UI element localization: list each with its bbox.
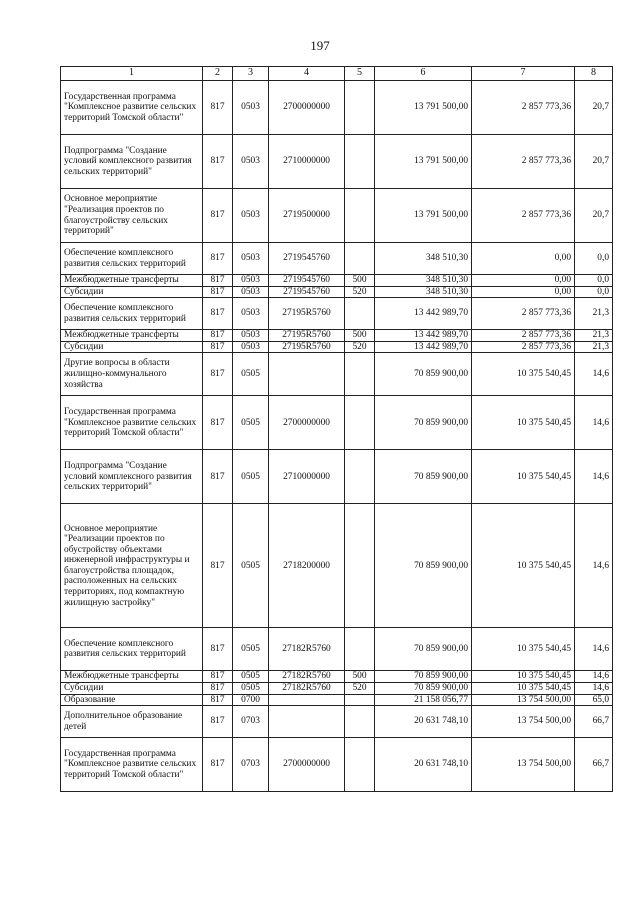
row-executed-amount-cell: 2 857 773,36 [472, 81, 575, 135]
row-target-article-cell: 2719545760 [269, 286, 345, 298]
table-row [61, 706, 613, 738]
row-name-cell: Межбюджетные трансферты [61, 671, 203, 683]
row-executed-amount-cell: 2 857 773,36 [472, 298, 575, 330]
row-target-article-cell: 2719545760 [269, 243, 345, 275]
row-target-article-cell: 2718200000 [269, 504, 345, 628]
row-executed-amount-cell: 2 857 773,36 [472, 189, 575, 243]
column-header: 6 [375, 67, 472, 81]
row-plan-amount-cell: 70 859 900,00 [375, 628, 472, 671]
table-row [61, 671, 613, 683]
row-executed-amount-cell: 13 754 500,00 [472, 738, 575, 792]
table-row [61, 682, 613, 694]
row-percent-cell: 0,0 [575, 286, 613, 298]
row-section-cell: 0703 [233, 738, 269, 792]
row-executed-amount-cell: 13 754 500,00 [472, 706, 575, 738]
row-target-article-cell: 27195R5760 [269, 330, 345, 342]
row-name-cell: Другие вопросы в области жилищно-коммунального хозяйства [61, 353, 203, 396]
row-code-cell: 817 [203, 341, 233, 353]
row-target-article-cell: 2700000000 [269, 738, 345, 792]
row-plan-amount-cell: 13 791 500,00 [375, 135, 472, 189]
row-code-cell: 817 [203, 243, 233, 275]
row-target-article-cell: 27195R5760 [269, 298, 345, 330]
row-name-cell: Субсидии [61, 286, 203, 298]
row-expense-type-cell: 520 [345, 682, 375, 694]
row-percent-cell: 0,0 [575, 243, 613, 275]
row-plan-amount-cell: 70 859 900,00 [375, 353, 472, 396]
row-percent-cell: 21,3 [575, 298, 613, 330]
row-plan-amount-cell: 70 859 900,00 [375, 682, 472, 694]
row-expense-type-cell: 500 [345, 330, 375, 342]
row-code-cell: 817 [203, 81, 233, 135]
row-name-cell: Образование [61, 694, 203, 706]
row-percent-cell: 14,6 [575, 353, 613, 396]
row-executed-amount-cell: 10 375 540,45 [472, 628, 575, 671]
row-plan-amount-cell: 20 631 748,10 [375, 738, 472, 792]
row-name-cell: Субсидии [61, 341, 203, 353]
row-code-cell: 817 [203, 706, 233, 738]
row-expense-type-cell [345, 396, 375, 450]
row-target-article-cell [269, 706, 345, 738]
table-row [61, 450, 613, 504]
row-name-cell: Подпрограмма "Создание условий комплексного развития сельских территорий" [61, 450, 203, 504]
row-code-cell: 817 [203, 396, 233, 450]
row-expense-type-cell: 520 [345, 341, 375, 353]
row-executed-amount-cell: 10 375 540,45 [472, 504, 575, 628]
row-expense-type-cell [345, 189, 375, 243]
row-plan-amount-cell: 70 859 900,00 [375, 450, 472, 504]
row-section-cell: 0503 [233, 135, 269, 189]
row-plan-amount-cell: 13 442 989,70 [375, 330, 472, 342]
row-plan-amount-cell: 21 158 056,77 [375, 694, 472, 706]
row-section-cell: 0505 [233, 671, 269, 683]
row-code-cell: 817 [203, 189, 233, 243]
row-executed-amount-cell: 10 375 540,45 [472, 396, 575, 450]
row-section-cell: 0703 [233, 706, 269, 738]
row-section-cell: 0503 [233, 275, 269, 287]
row-name-cell: Государственная программа "Комплексное развитие сельских территорий Томской области" [61, 738, 203, 792]
row-section-cell: 0503 [233, 298, 269, 330]
row-expense-type-cell [345, 135, 375, 189]
column-header: 2 [203, 67, 233, 81]
row-section-cell: 0503 [233, 81, 269, 135]
row-target-article-cell [269, 353, 345, 396]
row-section-cell: 0505 [233, 504, 269, 628]
row-expense-type-cell [345, 706, 375, 738]
row-expense-type-cell [345, 628, 375, 671]
row-code-cell: 817 [203, 694, 233, 706]
row-target-article-cell: 27182R5760 [269, 671, 345, 683]
row-expense-type-cell: 500 [345, 275, 375, 287]
row-percent-cell: 14,6 [575, 628, 613, 671]
column-header: 8 [575, 67, 613, 81]
table-row [61, 694, 613, 706]
column-header: 4 [269, 67, 345, 81]
row-name-cell: Государственная программа "Комплексное развитие сельских территорий Томской области" [61, 81, 203, 135]
row-expense-type-cell: 520 [345, 286, 375, 298]
row-name-cell: Обеспечение комплексного развития сельских территорий [61, 298, 203, 330]
row-percent-cell: 20,7 [575, 189, 613, 243]
table-row [61, 286, 613, 298]
row-executed-amount-cell: 0,00 [472, 286, 575, 298]
row-expense-type-cell [345, 694, 375, 706]
table-row [61, 628, 613, 671]
row-percent-cell: 14,6 [575, 396, 613, 450]
row-plan-amount-cell: 348 510,30 [375, 243, 472, 275]
row-code-cell: 817 [203, 504, 233, 628]
table-row [61, 243, 613, 275]
row-plan-amount-cell: 13 791 500,00 [375, 189, 472, 243]
row-expense-type-cell [345, 298, 375, 330]
row-executed-amount-cell: 13 754 500,00 [472, 694, 575, 706]
row-percent-cell: 20,7 [575, 135, 613, 189]
row-code-cell: 817 [203, 738, 233, 792]
table-row [61, 298, 613, 330]
table-row [61, 275, 613, 287]
row-target-article-cell: 2710000000 [269, 135, 345, 189]
table-row [61, 81, 613, 135]
row-code-cell: 817 [203, 135, 233, 189]
row-target-article-cell: 2700000000 [269, 396, 345, 450]
row-expense-type-cell [345, 81, 375, 135]
row-code-cell: 817 [203, 330, 233, 342]
row-section-cell: 0700 [233, 694, 269, 706]
row-section-cell: 0503 [233, 286, 269, 298]
row-target-article-cell: 2719545760 [269, 275, 345, 287]
row-name-cell: Основное мероприятие "Реализации проектов по обустройству объектами инженерной инфраструктуры и благоустройства площадок, расположенных на сельских территориях, под компактную жилищную застройку" [61, 504, 203, 628]
row-executed-amount-cell: 2 857 773,36 [472, 341, 575, 353]
row-expense-type-cell [345, 353, 375, 396]
row-code-cell: 817 [203, 298, 233, 330]
row-percent-cell: 65,0 [575, 694, 613, 706]
row-target-article-cell: 27195R5760 [269, 341, 345, 353]
row-target-article-cell: 2719500000 [269, 189, 345, 243]
row-target-article-cell: 2710000000 [269, 450, 345, 504]
row-section-cell: 0503 [233, 341, 269, 353]
row-executed-amount-cell: 2 857 773,36 [472, 330, 575, 342]
row-executed-amount-cell: 0,00 [472, 243, 575, 275]
row-percent-cell: 66,7 [575, 738, 613, 792]
row-name-cell: Межбюджетные трансферты [61, 275, 203, 287]
row-plan-amount-cell: 70 859 900,00 [375, 504, 472, 628]
row-target-article-cell: 27182R5760 [269, 628, 345, 671]
column-header: 5 [345, 67, 375, 81]
table-row [61, 330, 613, 342]
row-percent-cell: 21,3 [575, 341, 613, 353]
row-name-cell: Обеспечение комплексного развития сельских территорий [61, 628, 203, 671]
row-name-cell: Субсидии [61, 682, 203, 694]
table-row [61, 353, 613, 396]
row-executed-amount-cell: 10 375 540,45 [472, 671, 575, 683]
row-plan-amount-cell: 70 859 900,00 [375, 396, 472, 450]
column-header: 3 [233, 67, 269, 81]
row-section-cell: 0503 [233, 189, 269, 243]
table-row [61, 341, 613, 353]
row-expense-type-cell [345, 738, 375, 792]
row-percent-cell: 14,6 [575, 682, 613, 694]
row-percent-cell: 21,3 [575, 330, 613, 342]
row-executed-amount-cell: 2 857 773,36 [472, 135, 575, 189]
budget-table [60, 66, 613, 792]
row-expense-type-cell: 500 [345, 671, 375, 683]
row-code-cell: 817 [203, 353, 233, 396]
row-plan-amount-cell: 348 510,30 [375, 275, 472, 287]
table-row [61, 504, 613, 628]
row-target-article-cell: 2700000000 [269, 81, 345, 135]
row-percent-cell: 66,7 [575, 706, 613, 738]
row-plan-amount-cell: 13 442 989,70 [375, 341, 472, 353]
row-code-cell: 817 [203, 275, 233, 287]
row-name-cell: Основное мероприятие "Реализация проектов по благоустройству сельских территорий" [61, 189, 203, 243]
row-expense-type-cell [345, 243, 375, 275]
table-row [61, 738, 613, 792]
row-code-cell: 817 [203, 286, 233, 298]
row-percent-cell: 14,6 [575, 450, 613, 504]
row-percent-cell: 0,0 [575, 275, 613, 287]
row-section-cell: 0503 [233, 330, 269, 342]
table-row [61, 396, 613, 450]
row-executed-amount-cell: 10 375 540,45 [472, 450, 575, 504]
table-header-row [61, 67, 613, 81]
table-row [61, 135, 613, 189]
column-header: 7 [472, 67, 575, 81]
row-section-cell: 0505 [233, 450, 269, 504]
row-plan-amount-cell: 70 859 900,00 [375, 671, 472, 683]
table-row [61, 189, 613, 243]
row-plan-amount-cell: 13 442 989,70 [375, 298, 472, 330]
row-section-cell: 0505 [233, 353, 269, 396]
row-plan-amount-cell: 20 631 748,10 [375, 706, 472, 738]
row-expense-type-cell [345, 504, 375, 628]
row-section-cell: 0505 [233, 396, 269, 450]
row-plan-amount-cell: 13 791 500,00 [375, 81, 472, 135]
row-section-cell: 0505 [233, 628, 269, 671]
row-code-cell: 817 [203, 671, 233, 683]
row-name-cell: Подпрограмма "Создание условий комплексного развития сельских территорий" [61, 135, 203, 189]
page-number: 197 [310, 38, 330, 53]
row-name-cell: Обеспечение комплексного развития сельских территорий [61, 243, 203, 275]
row-code-cell: 817 [203, 628, 233, 671]
row-percent-cell: 14,6 [575, 504, 613, 628]
row-section-cell: 0505 [233, 682, 269, 694]
row-target-article-cell: 27182R5760 [269, 682, 345, 694]
row-name-cell: Дополнительное образование детей [61, 706, 203, 738]
row-target-article-cell [269, 694, 345, 706]
column-header: 1 [61, 67, 203, 81]
row-plan-amount-cell: 348 510,30 [375, 286, 472, 298]
row-executed-amount-cell: 10 375 540,45 [472, 682, 575, 694]
row-executed-amount-cell: 10 375 540,45 [472, 353, 575, 396]
row-section-cell: 0503 [233, 243, 269, 275]
row-name-cell: Межбюджетные трансферты [61, 330, 203, 342]
row-executed-amount-cell: 0,00 [472, 275, 575, 287]
row-code-cell: 817 [203, 450, 233, 504]
row-percent-cell: 20,7 [575, 81, 613, 135]
row-name-cell: Государственная программа "Комплексное развитие сельских территорий Томской области" [61, 396, 203, 450]
row-percent-cell: 14,6 [575, 671, 613, 683]
row-expense-type-cell [345, 450, 375, 504]
row-code-cell: 817 [203, 682, 233, 694]
